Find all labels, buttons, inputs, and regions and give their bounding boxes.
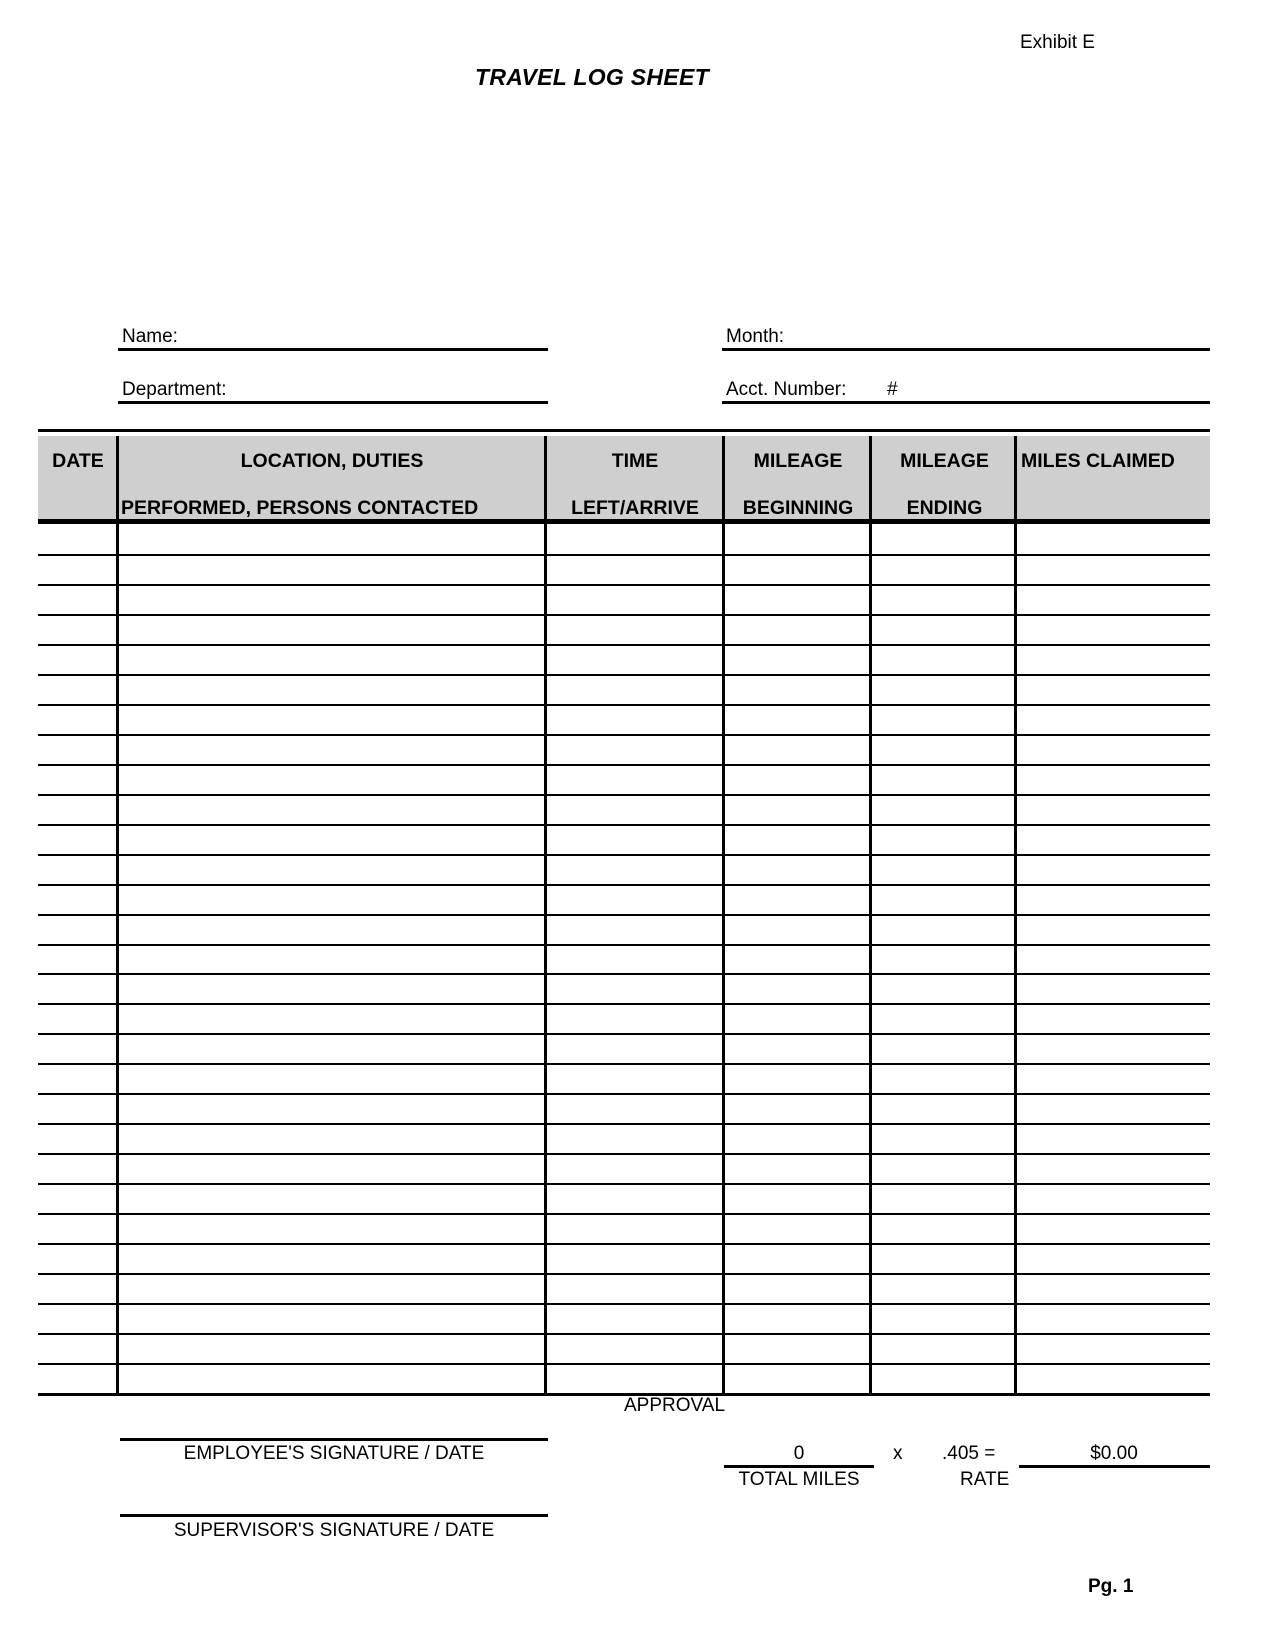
table-column-divider (722, 436, 725, 1395)
table-column-divider (544, 436, 547, 1395)
department-label: Department: (122, 379, 227, 400)
table-row-line (38, 1093, 1210, 1095)
table-row-line (38, 614, 1210, 616)
supervisor-signature-line[interactable] (120, 1514, 548, 1517)
col-header-mileage-beginning: MILEAGE BEGINNING (742, 450, 854, 519)
table-row-line (38, 1333, 1210, 1335)
exhibit-label: Exhibit E (1020, 32, 1095, 53)
table-row-line (38, 764, 1210, 766)
table-row-line (38, 1183, 1210, 1185)
employee-signature-label: EMPLOYEE'S SIGNATURE / DATE (183, 1443, 485, 1464)
table-top-rule (38, 429, 1210, 432)
total-miles-line (724, 1465, 874, 1468)
total-miles-label: TOTAL MILES (738, 1469, 860, 1490)
amount-line (1019, 1465, 1210, 1468)
table-row-line (38, 824, 1210, 826)
table-column-divider (116, 436, 119, 1395)
rate-label: RATE (960, 1469, 1010, 1490)
table-row-line (38, 1303, 1210, 1305)
amount-value: $0.00 (1090, 1443, 1138, 1464)
table-row-line (38, 704, 1210, 706)
table-row-line (38, 973, 1210, 975)
table-header (38, 436, 1210, 524)
table-row-line (38, 1213, 1210, 1215)
total-miles-value: 0 (793, 1443, 805, 1464)
table-row-line (38, 1243, 1210, 1245)
col-header-miles-claimed: MILES CLAIMED (1021, 450, 1175, 472)
employee-signature-line[interactable] (120, 1438, 548, 1441)
page-title: TRAVEL LOG SHEET (475, 64, 709, 90)
table-row-line (38, 674, 1210, 676)
month-label: Month: (726, 326, 785, 347)
table-row-line (38, 1363, 1210, 1365)
acct-number-field[interactable] (722, 379, 1210, 404)
table-row-line (38, 1063, 1210, 1065)
table-column-divider (1014, 436, 1017, 1395)
col-header-location: LOCATION, DUTIES PERFORMED, PERSONS CONTACTED (121, 450, 479, 519)
table-row-line (38, 1123, 1210, 1125)
table-column-divider (869, 436, 872, 1395)
rate-value: .405 = (942, 1443, 996, 1464)
month-field[interactable] (722, 326, 1210, 351)
table-row-line (38, 554, 1210, 556)
acct-number-value: # (887, 379, 898, 400)
table-row-line (38, 794, 1210, 796)
col-header-mileage-ending: MILEAGE ENDING (900, 450, 989, 519)
table-row-line (38, 1003, 1210, 1005)
table-row-line (38, 1273, 1210, 1275)
supervisor-signature-label: SUPERVISOR'S SIGNATURE / DATE (173, 1520, 495, 1541)
table-row-line (38, 1033, 1210, 1035)
approval-label: APPROVAL (624, 1395, 726, 1416)
table-row-line (38, 584, 1210, 586)
multiply-sign: x (893, 1443, 903, 1464)
col-header-date: DATE (52, 450, 104, 472)
col-header-time: TIME LEFT/ARRIVE (571, 450, 699, 519)
name-label: Name: (122, 326, 178, 347)
name-field[interactable] (118, 326, 548, 351)
table-row-line (38, 1153, 1210, 1155)
table-row-line (38, 944, 1210, 946)
table-row-line (38, 734, 1210, 736)
table-row-line (38, 644, 1210, 646)
department-field[interactable] (118, 379, 548, 404)
acct-number-label: Acct. Number: (726, 379, 847, 400)
table-row-line (38, 854, 1210, 856)
table-row-line (38, 914, 1210, 916)
table-row-line (38, 884, 1210, 886)
page-number: Pg. 1 (1088, 1576, 1134, 1597)
